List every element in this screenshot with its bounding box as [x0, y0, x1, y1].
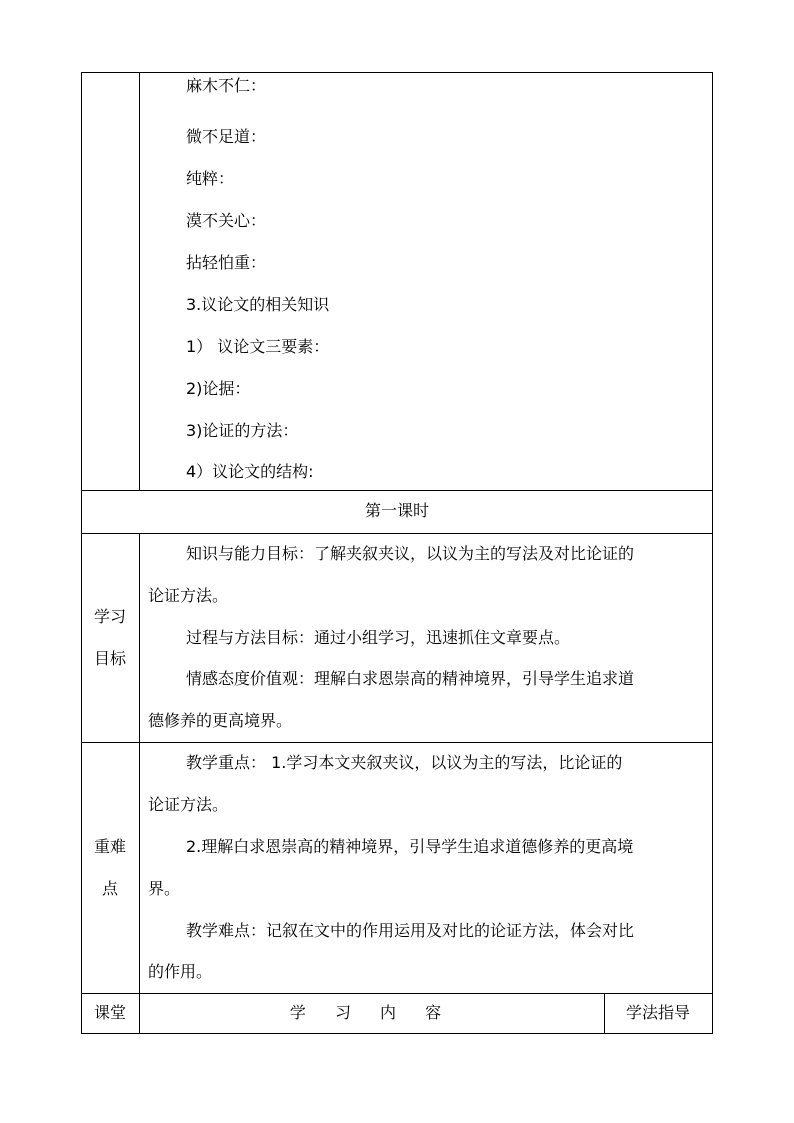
objectives-label: 目标 [93, 649, 126, 668]
header-study-guide: 学法指导 [625, 1003, 690, 1022]
keypoint-line: 教学难点：记叙在文中的作用运用及对比的论证方法，体会对比 [186, 921, 635, 940]
col-divider-top [139, 72, 140, 490]
keypoints-label: 重难 [93, 837, 126, 856]
objective-line: 情感态度价值观：理解白求恩崇高的精神境界，引导学生追求道 [186, 669, 635, 688]
keypoint-line: 论证方法。 [148, 795, 229, 814]
knowledge-item: 3)论证的方法： [186, 421, 299, 440]
objective-line: 德修养的更高境界。 [148, 711, 293, 730]
objective-line: 论证方法。 [148, 586, 229, 605]
table-top-border [81, 72, 713, 73]
objectives-label: 学习 [93, 607, 126, 626]
col-divider-lower [139, 533, 140, 1033]
row-divider-lesson-top [81, 490, 713, 491]
table-bottom-border [81, 1033, 713, 1034]
row-divider-keypoints-bottom [81, 993, 713, 994]
vocab-line: 漠不关心： [186, 211, 267, 230]
keypoint-line: 2.理解白求恩崇高的精神境界，引导学生追求道德修养的更高境 [186, 837, 634, 856]
knowledge-item: 1） 议论文三要素： [186, 337, 330, 356]
keypoint-line: 教学重点： 1.学习本文夹叙夹议，以议为主的写法，比论证的 [186, 753, 623, 772]
lesson-title: 第一课时 [364, 501, 429, 520]
keypoints-label: 点 [101, 879, 118, 898]
header-classroom: 课堂 [93, 1003, 126, 1022]
knowledge-item: 2)论据： [186, 379, 251, 398]
keypoint-line: 的作用。 [148, 962, 213, 981]
objective-line: 过程与方法目标：通过小组学习，迅速抓住文章要点。 [186, 628, 571, 647]
row-divider-objectives-bottom [81, 742, 713, 743]
vocab-line: 麻木不仁： [186, 76, 267, 95]
vocab-line: 拈轻怕重： [186, 253, 267, 272]
section-heading: 3.议论文的相关知识 [186, 295, 330, 314]
row-divider-lesson-bottom [81, 533, 713, 534]
vocab-line: 微不足道： [186, 127, 267, 146]
table-right-border [712, 72, 713, 1034]
vocab-line: 纯粹： [186, 169, 235, 188]
knowledge-item: 4）议论文的结构: [186, 462, 314, 481]
header-learning-content: 学 习 内 容 [289, 1003, 454, 1022]
objective-line: 知识与能力目标：了解夹叙夹议，以议为主的写法及对比论证的 [186, 544, 635, 563]
keypoint-line: 界。 [148, 879, 181, 898]
